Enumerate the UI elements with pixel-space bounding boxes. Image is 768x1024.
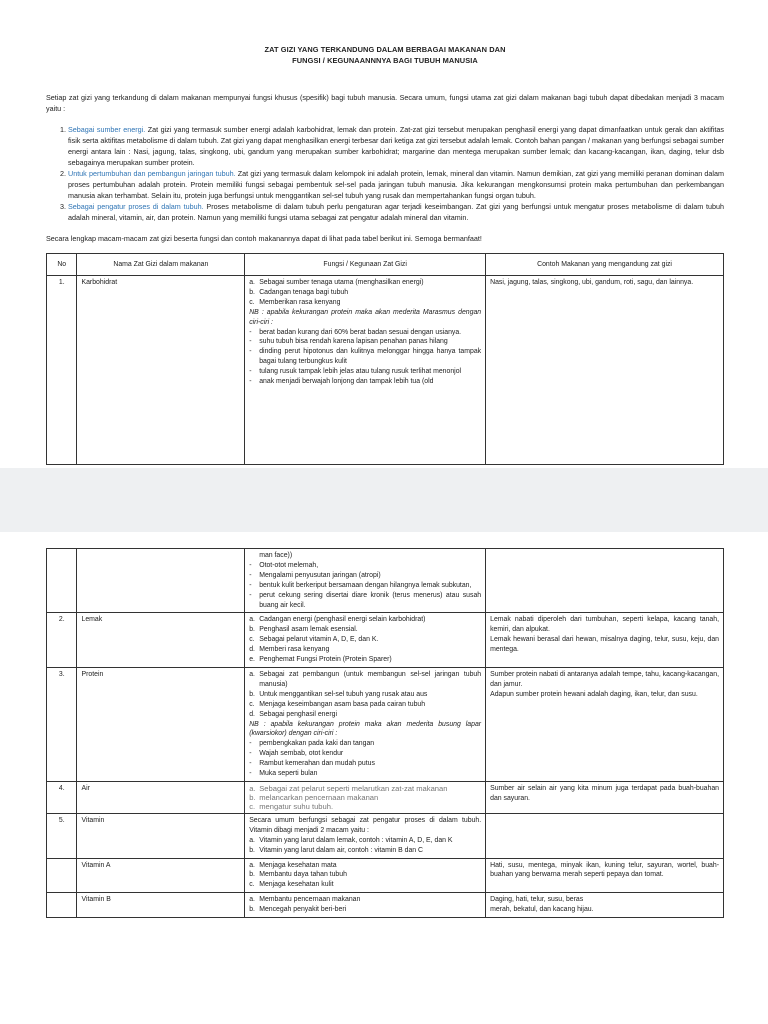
- intro-paragraph: Setiap zat gizi yang terkandung di dalam makanan mempunyai fungsi khusus (spesifik) bagi tubuh manusia. Secara umum, fungsi utama zat gizi dalam makanan bagi tubuh dapat dibedakan menjadi 3 macam yaitu :: [46, 93, 724, 113]
- document-page-2: [0, 532, 768, 1024]
- table-row: 5. Vitamin Secara umum berfungsi sebagai zat pengatur proses di dalam tubuh. Vitamin dibagi menjadi 2 macam yaitu : a. Vitamin yang larut dalam lemak, contoh : vitamin A, D, E, dan K b. Vitamin yang larut dalam air, contoh : vitamin B dan C: [47, 813, 724, 858]
- function-item: 1. Sebagai sumber energi. Zat gizi yang termasuk sumber energi adalah karbohidrat, lemak dan protein. Zat-zat gizi tersebut merupakan penghasil energi yang dapat dimanfaatkan untuk gerak dan aktifitas fisik serta aktifitas metabolisme di dalam tubuh. Zat gizi yang dapat menghasilkan energi terbesar dari ketiga zat gizi tersebut adalah lemak. Contoh bahan pangan / makanan yang berfungsi sebagai sumber energi antara lain : Nasi, jagung, talas, singkong, ubi, gandum yang merupakan sumber karbohidrat; margarine dan mentega merupakan sumber lemak; dan kacang-kacangan, ikan, daging, telur dsb sebagainya merupakan sumber protein.: [68, 124, 724, 168]
- closing-paragraph: Secara lengkap macam-macam zat gizi beserta fungsi dan contoh makanannya dapat di lihat pada tabel berikut ini. Semoga bermanfaat!: [46, 234, 482, 243]
- table-header-row: [47, 254, 724, 276]
- header-function: Fungsi / Kegunaan Zat Gizi: [245, 254, 486, 276]
- table-row: man face)) - Otot-otot melemah, - Mengalami penyusutan jaringan (atropi) - bentuk kulit berkeriput bersamaan dengan hilangnya lemak subkutan, - perut cekung sering disertai diare kronik (terus menerus) atau susah buang air kecil.: [47, 549, 724, 613]
- document-page-1: [0, 0, 768, 468]
- table-row: 2. Lemak a. Cadangan energi (penghasil energi selain karbohidrat) b. Penghasil asam lemak esensial. c. Sebagai pelarut vitamin A, D, E, dan K. d. Memberi rasa kenyang e. Penghemat Fungsi Protein (Protein Sparer) Lemak nabati diperoleh dari tumbuhan, seperti kelapa, kacang tanah, kemiri, dan alpukat. Lemak hewani berasal dari hewan, misalnya daging, telur, susu, keju, dan mentega.: [47, 613, 724, 668]
- nutrient-table: [46, 253, 724, 465]
- function-item: 3. Sebagai pengatur proses di dalam tubuh. Proses metabolisme di dalam tubuh perlu pengaturan agar terjadi keseimbangan. Zat gizi yang berfungsi untuk mengatur proses metabolisme di dalam tubuh adalah mineral, vitamin, air, dan protein. Namun yang memiliki fungsi utama sebagai zat pengatur adalah mineral dan vitamin.: [68, 201, 724, 223]
- table-row: Vitamin B a. Membantu pencernaan makanan b. Mencegah penyakit beri-beri Daging, hati, telur, susu, beras merah, bekatul, dan kacang hijau.: [47, 893, 724, 918]
- table-row: 1. Karbohidrat a. Sebagai sumber tenaga utama (menghasilkan energi) b. Cadangan tenaga bagi tubuh c. Memberikan rasa kenyang NB : apabila kekurangan protein maka akan mederita Marasmus dengan ciri-ciri : - berat badan kurang dari 60% berat badan sesuai dengan usianya. - suhu tubuh bisa rendah karena lapisan penahan panas hilang - dinding perut hipotonus dan kulitnya melonggar hingga hanya tampak bagai tulang terbungkus kulit - tulang rusuk tampak lebih jelas atau tulang rusuk terlihat menonjol - anak menjadi berwajah lonjong dan tampak lebih tua (old Nasi, jagung, talas, singkong, ubi, gandum, roti, sagu, dan lainnya.: [47, 276, 724, 465]
- page-title: ZAT GIZI YANG TERKANDUNG DALAM BERBAGAI MAKANAN DAN FUNGSI / KEGUNAANNNYA BAGI TUBUH MANUSIA: [264, 45, 506, 65]
- table-row: 4. Air a. Sebagai zat pelarut seperti melarutkan zat-zat makanan b. melancarkan pencernaan makanan c. mengatur suhu tubuh. Sumber air selain air yang kita minum juga terdapat pada buah-buahan dan sayuran.: [47, 781, 724, 813]
- header-food: Contoh Makanan yang mengandung zat gizi: [486, 254, 724, 276]
- function-cell: a. Sebagai sumber tenaga utama (menghasilkan energi) b. Cadangan tenaga bagi tubuh c. Memberikan rasa kenyang NB : apabila kekurangan protein maka akan mederita Marasmus dengan ciri-ciri : - berat badan kurang dari 60% berat badan sesuai dengan usianya. - suhu tubuh bisa rendah karena lapisan penahan panas hilang - dinding perut hipotonus dan kulitnya melonggar hingga hanya tampak bagai tulang terbungkus kulit - tulang rusuk tampak lebih jelas atau tulang rusuk terlihat menonjol - anak menjadi berwajah lonjong dan tampak lebih tua (old: [245, 276, 486, 465]
- function-item: 2. Untuk pertumbuhan dan pembangun jaringan tubuh. Zat gizi yang termasuk dalam kelompok ini adalah protein, lemak, mineral dan vitamin. Namun demikian, zat gizi yang memiliki peranan dominan dalam proses pertumbuhan adalah protein. Protein memiliki fungsi sebagai pembentuk sel-sel pada jaringan tubuh manusia. Jika kekurangan mengkonsumsi protein maka pertumbuhan dan perkembangan manusia akan terhambat. Selain itu, protein juga berfungsi untuk menggantikan sel-sel tubuh yang rusak dan mempertahankan fungsi organ tubuh.: [68, 168, 724, 201]
- header-no: No: [47, 254, 77, 276]
- header-name: Nama Zat Gizi dalam makanan: [77, 254, 245, 276]
- function-list: [46, 124, 724, 223]
- nutrient-table-continued: [46, 548, 724, 918]
- table-row: 3. Protein a. Sebagai zat pembangun (untuk membangun sel-sel jaringan tubuh manusia) b. Untuk menggantikan sel-sel tubuh yang rusak atau aus c. Menjaga keseimbangan asam basa pada cairan tubuh d. Sebagai penghasil energi NB : apabila kekurangan protein maka akan mederita busung lapar (kwarsiokor) dengan ciri-ciri : - pembengkakan pada kaki dan tangan - Wajah sembab, otot kendur - Rambut kemerahan dan mudah putus - Muka seperti bulan Sumber protein nabati di antaranya adalah tempe, tahu, kacang-kacangan, dan jamur. Adapun sumber protein hewani adalah daging, ikan, telur, dan susu.: [47, 667, 724, 781]
- table-row: Vitamin A a. Menjaga kesehatan mata b. Membantu daya tahan tubuh c. Menjaga kesehatan kulit Hati, susu, mentega, minyak ikan, kuning telur, sayuran, wortel, buah-buahan yang berwarna merah seperti pepaya dan tomat.: [47, 858, 724, 893]
